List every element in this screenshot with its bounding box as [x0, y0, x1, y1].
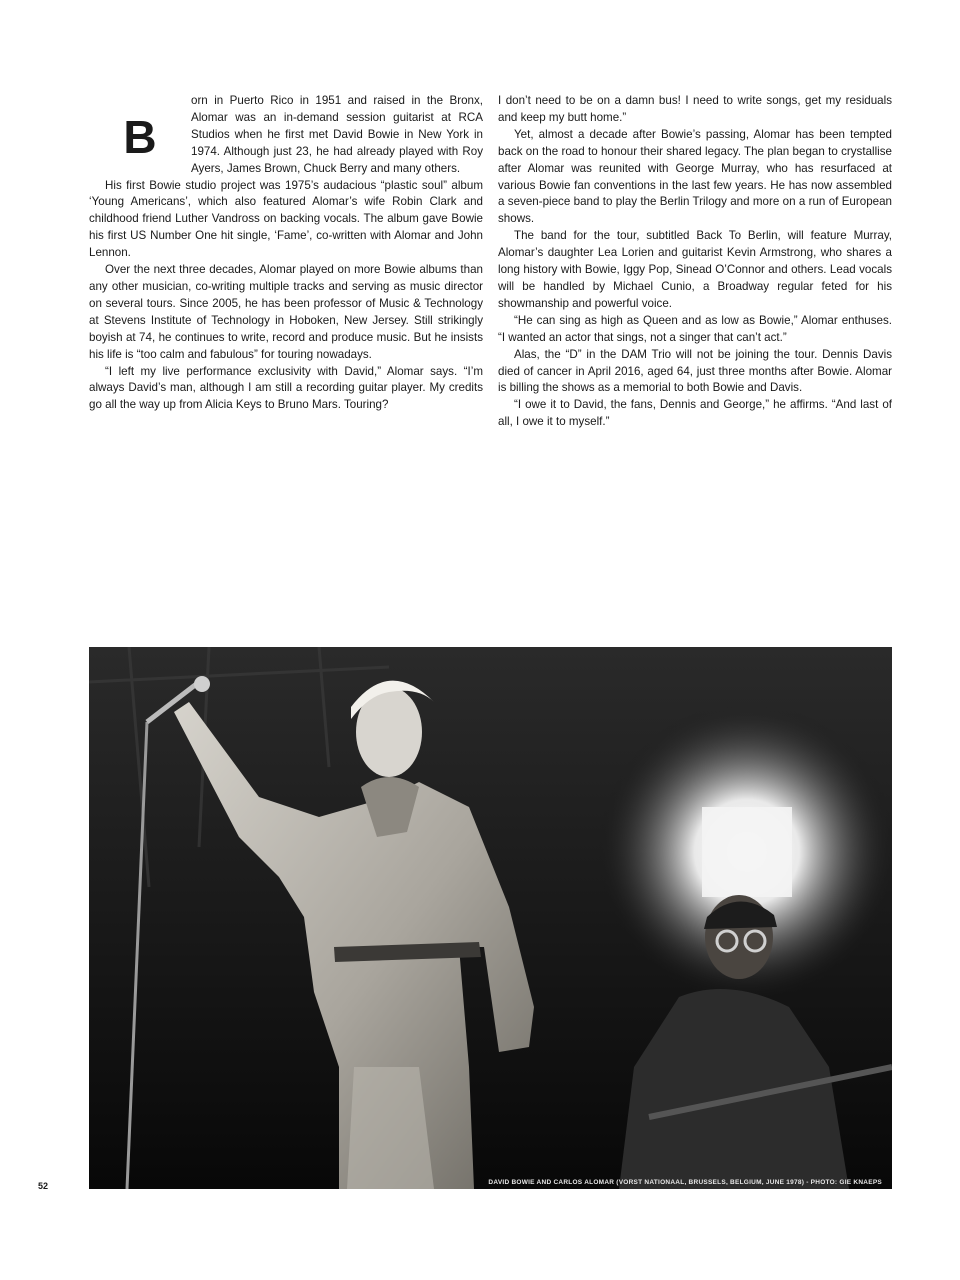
article-left-column	[89, 93, 483, 414]
article-paragraph: orn in Puerto Rico in 1951 and raised in the Bronx, Alomar was an in-demand session guitarist at RCA Studios when he first met David Bowie in New York in 1974. Although just 23, he had already played with Roy Ayers, James Brown, Chuck Berry and many others.	[191, 94, 483, 175]
article-paragraph: I don’t need to be on a damn bus! I need to write songs, get my residuals and keep my butt home.”	[498, 94, 892, 124]
concert-photo	[89, 647, 892, 1189]
article-paragraph: Yet, almost a decade after Bowie’s passing, Alomar has been tempted back on the road to honour their shared legacy. The plan began to crystallise after Alomar was reunited with George Murray, who has resurfaced at various Bowie fan conventions in the last few years. He has now assembled a seven-piece band to play the Berlin Trilogy and more on a run of European shows.	[498, 127, 892, 226]
photo-caption: DAVID BOWIE AND CARLOS ALOMAR (VORST NATIONAAL, BRUSSELS, BELGIUM, JUNE 1978) - PHOTO: GIE KNAEPS	[488, 1179, 882, 1186]
concert-photo-illustration	[89, 647, 892, 1189]
article-paragraph: “I left my live performance exclusivity with David,” Alomar says. “I’m always David’s man, although I am still a recording guitar player. My credits go all the way up from Alicia Keys to Bruno Mars. Touring?	[89, 364, 483, 412]
article-paragraph: “He can sing as high as Queen and as low as Bowie,” Alomar enthuses. “I wanted an actor that sings, not a singer that can’t act.”	[498, 313, 892, 344]
article-paragraph: His first Bowie studio project was 1975’s audacious “plastic soul” album ‘Young Americans’, which also featured Alomar’s wife Robin Clark and childhood friend Luther Vandross on backing vocals. The album gave Bowie his first US Number One hit single, ‘Fame’, co-written with Alomar and John Lennon.	[89, 178, 483, 260]
article-paragraph: Over the next three decades, Alomar played on more Bowie albums than any other musician, co-writing multiple tracks and serving as music director on several tours. Since 2005, he has been professor of Music & Technology at Stevens Institute of Technology in Hoboken, New Jersey. Still strikingly boyish at 74, he continues to write, record and produce music. But he insists his life is “too calm and fabulous” for touring nowadays.	[89, 263, 483, 361]
article-paragraph: “I owe it to David, the fans, Dennis and George,” he affirms. “And last of all, I owe it to myself.”	[498, 398, 892, 429]
article-right-column	[498, 93, 892, 431]
article-paragraph: The band for the tour, subtitled Back To Berlin, will feature Murray, Alomar’s daughter Lea Lorien and guitarist Kevin Armstrong, who shares a long history with Bowie, Iggy Pop, Sinead O’Connor and others. Lead vocals will be handled by Michael Cunio, a Broadway regular feted for his showmanship and powerful voice.	[498, 229, 892, 310]
article-paragraph: Alas, the “D” in the DAM Trio will not be joining the tour. Dennis Davis died of cancer in April 2016, aged 64, just three months after Bowie. Alomar is billing the shows as a memorial to both Bowie and Davis.	[498, 347, 892, 395]
page-number: 52	[38, 1181, 49, 1191]
drop-cap: B	[123, 111, 157, 163]
